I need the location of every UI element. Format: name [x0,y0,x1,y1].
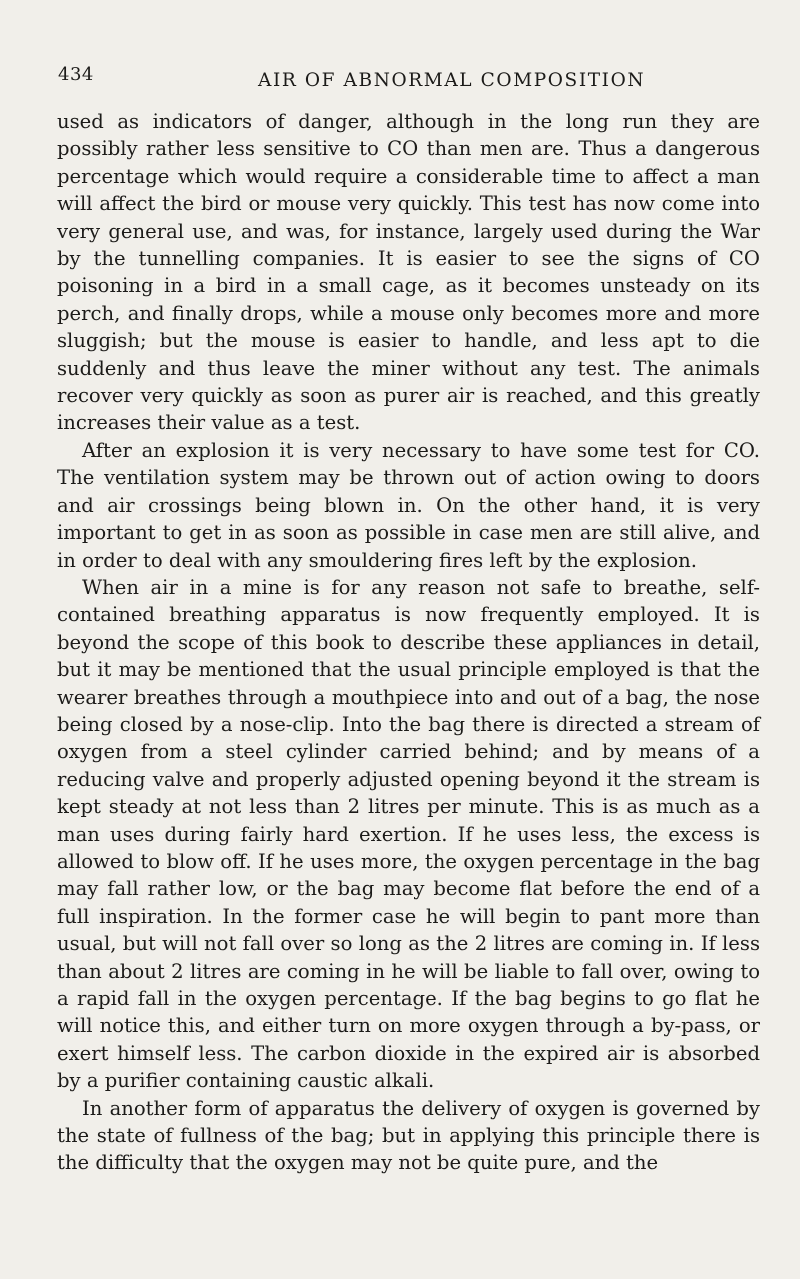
running-title: AIR OF ABNORMAL COMPOSITION [258,70,646,91]
paragraph-continued: used as indicators of danger, although in the long run they are possibly rather less sensitive to CO than men are. Thus a dangerous percentage which would require a considerable time to affect a man will affect the bird or mouse very quickly. This test has now come into very general use, and was, for instance, largely used during the War by the tunnelling companies. It is easier to see the signs of CO poisoning in a bird in a small cage, as it becomes unsteady on its perch, and finally drops, while a mouse only becomes more and more sluggish; but the mouse is easier to handle, and less apt to die suddenly and thus leave the miner without any test. The animals recover very quickly as soon as purer air is reached, and this greatly increases their value as a test. [57,110,760,435]
paragraph-breathing-apparatus: When air in a mine is for any reason not safe to breathe, self-contained breathing apparatus is now frequently employed. It is beyond the scope of this book to describe these appliances in detail, but it may be mentioned that the usual principle employed is that the wearer breathes through a mouthpiece into and out of a bag, the nose being closed by a nose-clip. Into the bag there is directed a stream of oxygen from a steel cylinder carried behind; and by means of a reducing valve and properly adjusted opening beyond it the stream is kept steady at not less than 2 litres per minute. This is as much as a man uses during fairly hard exertion. If he uses less, the excess is allowed to blow off. If he uses more, the oxygen percentage in the bag may fall rather low, or the bag may become flat before the end of a full inspiration. In the former case he will begin to pant more than usual, but will not fall over so long as the 2 litres are coming in. If less than about 2 litres are coming in he will be liable to fall over, owing to a rapid fall in the oxygen percentage. If the bag begins to go flat he will notice this, and either turn on more oxygen through a by-pass, or exert himself less. The carbon dioxide in the expired air is absorbed by a purifier containing caustic alkali. [57,575,760,1093]
page-number: 434 [58,64,94,85]
page-header [58,64,740,94]
body-text [57,108,760,1177]
paragraph-explosion-test: After an explosion it is very necessary to have some test for CO. The ventilation system may be thrown out of action owing to doors and air crossings being blown in. On the other hand, it is very important to get in as soon as possible in case men are still alive, and in order to deal with any smouldering fires left by the explosion. [57,438,760,572]
paragraph-oxygen-delivery: In another form of apparatus the delivery of oxygen is governed by the state of fullness of the bag; but in applying this principle there is the difficulty that the oxygen may not be quite pure, and the [57,1096,760,1175]
